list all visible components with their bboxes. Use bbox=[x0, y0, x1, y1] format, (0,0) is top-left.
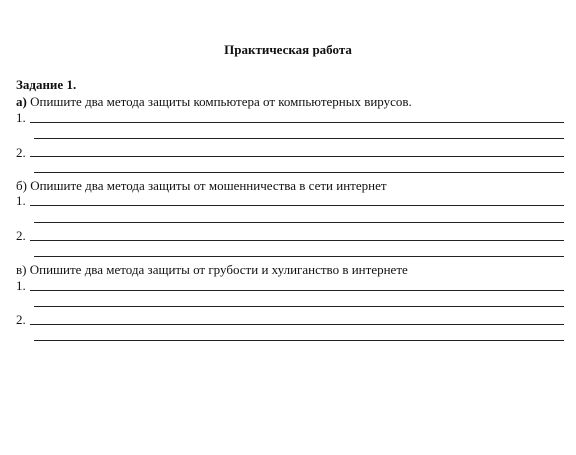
answer-line bbox=[34, 306, 564, 307]
question-a-item-2-number: 2. bbox=[16, 145, 26, 160]
question-b bbox=[16, 178, 387, 193]
answer-line bbox=[30, 240, 564, 241]
question-c-letter: в) bbox=[16, 262, 27, 277]
question-a-letter: а) bbox=[16, 94, 27, 109]
task-title: Задание 1. bbox=[16, 77, 77, 92]
answer-line bbox=[30, 122, 564, 123]
question-b-item-2-number: 2. bbox=[16, 228, 26, 243]
answer-line bbox=[34, 222, 564, 223]
answer-line bbox=[34, 172, 564, 173]
answer-line bbox=[34, 256, 564, 257]
question-c bbox=[16, 262, 408, 277]
question-a-text: Опишите два метода защиты компьютера от компьютерных вирусов. bbox=[30, 94, 412, 109]
question-a-item-1-number: 1. bbox=[16, 110, 26, 125]
question-b-item-1-number: 1. bbox=[16, 193, 26, 208]
answer-line bbox=[30, 290, 564, 291]
answer-line bbox=[30, 324, 564, 325]
question-b-letter: б) bbox=[16, 178, 27, 193]
question-c-item-1-number: 1. bbox=[16, 278, 26, 293]
question-a bbox=[16, 94, 412, 109]
answer-line bbox=[34, 138, 564, 139]
question-c-text: Опишите два метода защиты от грубости и хулиганство в интернете bbox=[29, 262, 408, 277]
answer-line bbox=[30, 205, 564, 206]
worksheet-title: Практическая работа bbox=[224, 42, 352, 57]
question-c-item-2-number: 2. bbox=[16, 312, 26, 327]
question-b-text: Опишите два метода защиты от мошенничества в сети интернет bbox=[30, 178, 387, 193]
answer-line bbox=[30, 156, 564, 157]
answer-line bbox=[34, 340, 564, 341]
